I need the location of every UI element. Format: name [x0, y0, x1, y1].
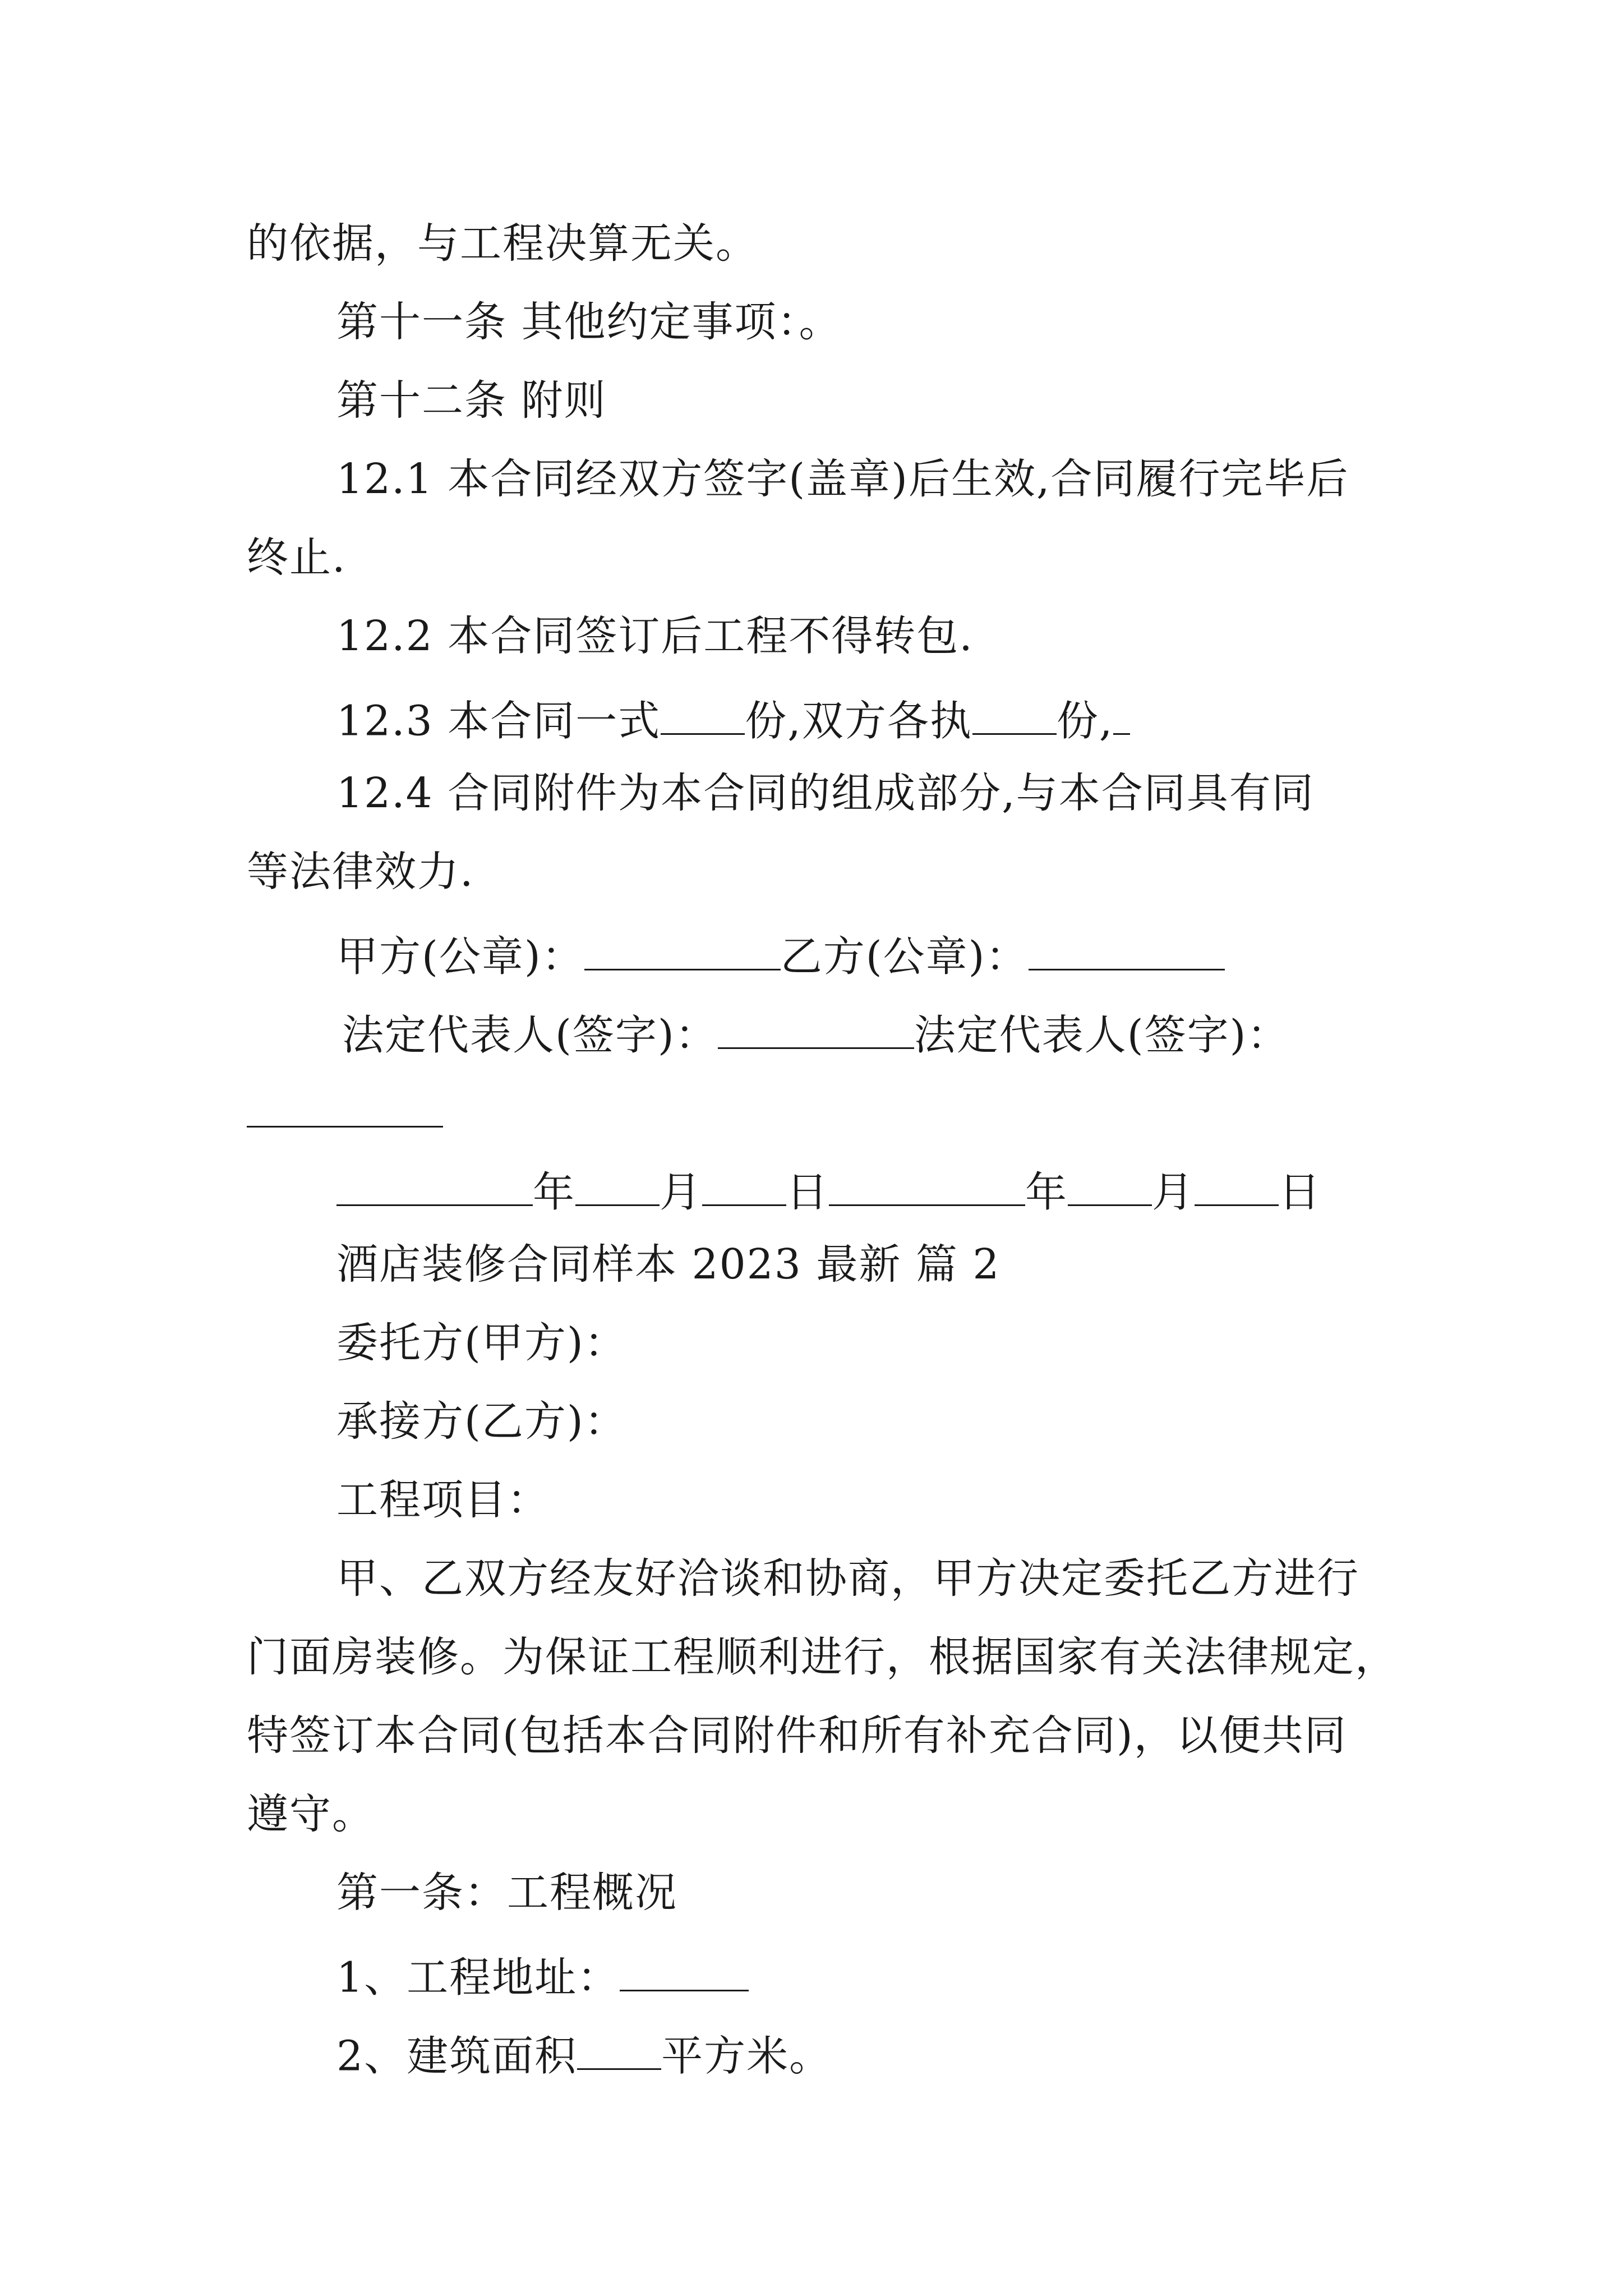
blank-copies-total	[661, 694, 745, 735]
clause-12-3	[336, 694, 1130, 746]
item-address-label: 1、工程地址：	[336, 1953, 620, 2002]
item-area-label: 2、建筑面积	[336, 2032, 578, 2081]
contractor-label: 承接方(乙方)：	[336, 1397, 627, 1446]
signature-rep-line	[342, 1008, 1290, 1060]
party-a-seal-label: 甲方(公章)：	[336, 932, 584, 981]
party-b-rep-blank	[247, 1087, 443, 1128]
date-b-day-blank	[1195, 1165, 1279, 1206]
article-11: 第十一条 其他约定事项：。	[336, 298, 842, 346]
address-blank	[620, 1950, 749, 1991]
party-b-seal-blank	[1029, 930, 1225, 970]
date-b-month-blank	[1068, 1165, 1152, 1206]
date-b-year: 年	[1025, 1168, 1068, 1217]
party-a-rep-blank	[718, 1008, 914, 1049]
clause-12-3-part1: 12.3 本合同一式	[336, 697, 661, 746]
date-a-year-blank	[336, 1165, 533, 1206]
clause-12-3-part2: 份,双方各执	[745, 697, 972, 746]
party-b-rep-label: 法定代表人(签字)：	[914, 1011, 1290, 1060]
date-a-day-blank	[702, 1165, 786, 1206]
blank-copies-each	[972, 694, 1057, 735]
article-1-heading: 第一条：工程概况	[336, 1869, 677, 1917]
date-a-year: 年	[533, 1168, 575, 1217]
article-12-heading: 第十二条 附则	[336, 376, 607, 425]
date-a-month: 月	[660, 1168, 702, 1217]
clause-12-4-line1: 12.4 合同附件为本合同的组成部分,与本合同具有同	[336, 769, 1315, 817]
party-a-seal-blank	[584, 930, 781, 970]
area-blank	[577, 2029, 661, 2070]
item-area-unit: 平方米。	[661, 2032, 832, 2081]
paragraph-continuation: 的依据，与工程决算无关。	[247, 219, 758, 268]
party-a-rep-label: 法定代表人(签字)：	[342, 1011, 718, 1060]
item-address	[336, 1950, 749, 2002]
party-b-seal-label: 乙方(公章)：	[780, 932, 1029, 981]
clause-12-4-line2: 等法律效力.	[247, 848, 474, 896]
intro-line-1: 甲、乙双方经友好洽谈和协商，甲方决定委托乙方进行	[336, 1554, 1359, 1603]
intro-line-3: 特签订本合同(包括本合同附件和所有补充合同)，以便共同	[247, 1711, 1347, 1760]
clause-12-1-line2: 终止.	[247, 533, 347, 582]
clause-12-3-part3: 份,	[1056, 697, 1114, 746]
signature-seal-line	[336, 930, 1225, 981]
client-label: 委托方(甲方)：	[336, 1319, 627, 1367]
project-label: 工程项目：	[336, 1476, 550, 1524]
blank-trailing	[1113, 694, 1130, 735]
date-b-month: 月	[1152, 1168, 1195, 1217]
intro-line-4: 遵守。	[247, 1790, 375, 1838]
signature-date-line	[336, 1165, 1321, 1217]
date-b-year-blank	[829, 1165, 1025, 1206]
date-a-month-blank	[575, 1165, 660, 1206]
date-a-day: 日	[786, 1168, 829, 1217]
item-area	[336, 2029, 832, 2081]
section-heading-2: 酒店装修合同样本 2023 最新 篇 2	[336, 1240, 1000, 1289]
clause-12-1-line1: 12.1 本合同经双方签字(盖章)后生效,合同履行完毕后	[336, 455, 1349, 503]
intro-line-2: 门面房装修。为保证工程顺利进行，根据国家有关法律规定，	[247, 1633, 1398, 1681]
party-b-rep-blank-line	[247, 1087, 443, 1134]
date-b-day: 日	[1279, 1168, 1321, 1217]
clause-12-2: 12.2 本合同签订后工程不得转包.	[336, 612, 974, 660]
